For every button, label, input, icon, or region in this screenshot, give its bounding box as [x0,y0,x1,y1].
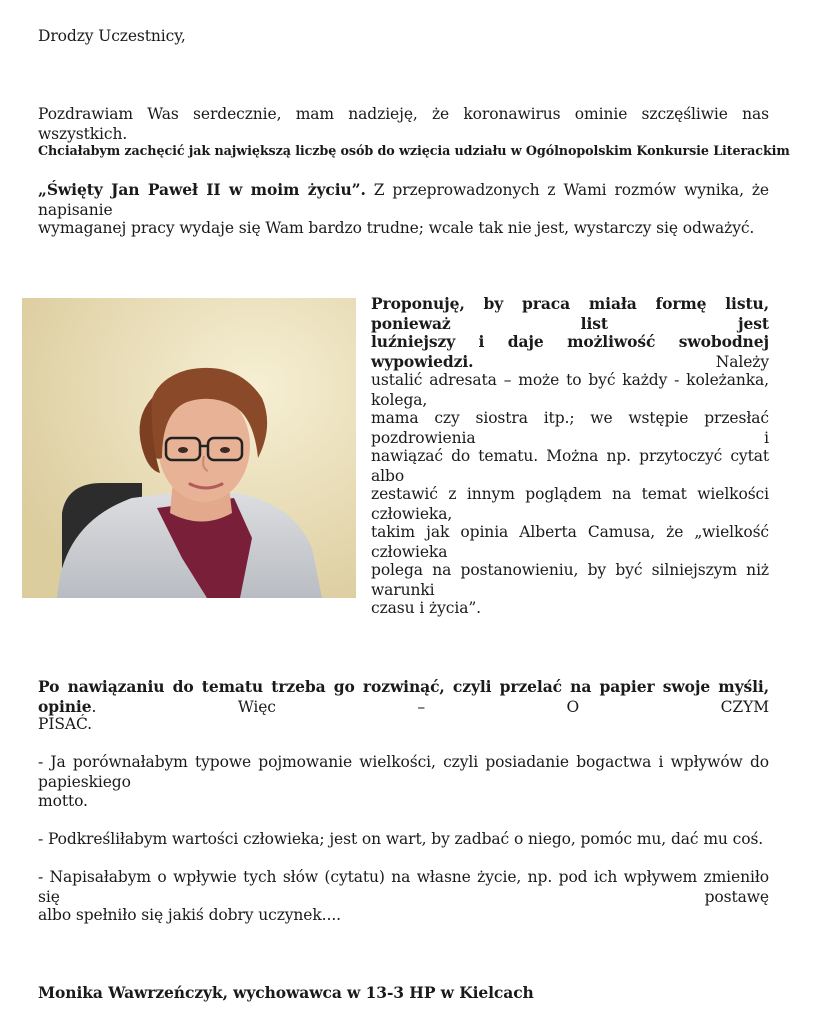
p2-line-5: nawiązać do tematu. Można np. przytoczyć cytat albo [371,447,769,485]
p3-line-1-bold: Po nawiązaniu do tematu trzeba go rozwinąć, czyli przelać na papier swoje myśli, opinie [38,677,769,716]
p1-line-4: wymaganej pracy wydaje się Wam bardzo trudne; wcale tak nie jest, wystarczy się odważyć. [38,219,755,237]
p2-line-2 [371,332,769,372]
p2-line-6: zestawić z innym poglądem na temat wielkości człowieka, [371,485,769,523]
p2-line-2-bold: luźniejszy i daje możliwość swobodnej wypowiedzi. [371,332,769,371]
author-photo [22,298,356,598]
p2-line-4: mama czy siostra itp.; we wstępie przesłać pozdrowienia i [371,409,769,447]
p1-line-3-rest: Z przeprowadzonych z Wami rozmów wynika, że napisanie [38,181,769,219]
p2-line-1-bold: Proponuję, by praca miała formę listu, ponieważ list jest [371,294,769,333]
bullet-3-line-2: albo spełniło się jakiś dobry uczynek.... [38,906,341,924]
contest-title: „Święty Jan Paweł II w moim życiu”. [38,180,366,199]
greeting: Drodzy Uczestnicy, [38,27,186,45]
p2-line-9: czasu i życia”. [371,599,481,617]
p2-line-8: polega na postanowieniu, by być silniejszym niż warunki [371,561,769,599]
portrait-illustration [22,298,356,598]
bullet-1-line-2: motto. [38,792,88,810]
signature: Monika Wawrzeńczyk, wychowawca w 13-3 HP w Kielcach [38,983,534,1002]
bullet-3-line-1: - Napisałabym o wpływie tych słów (cytatu) na własne życie, np. pod ich wpływem zmieniło się postawę [38,868,769,906]
p3-line-2: PISAĆ. [38,715,92,733]
bullet-1-line-1: - Ja porównałabym typowe pojmowanie wielkości, czyli posiadanie bogactwa i wpływów do papieskiego [38,753,769,791]
p3-line-1-rest: . Więc – O CZYM [91,698,769,716]
bullet-2: - Podkreśliłabym wartości człowieka; jest on wart, by zadbać o niego, pomóc mu, dać mu coś. [38,830,764,848]
p1-line-2-bold: Chciałabym zachęcić jak największą liczbę osób do wzięcia udziału w Ogólnopolskim Konkursie Literackim [38,144,790,159]
p1-line-3 [38,180,769,220]
p2-line-7: takim jak opinia Alberta Camusa, że „wielkość człowieka [371,523,769,561]
p2-line-2-rest: Należy [473,353,769,371]
p3-line-1 [38,677,769,717]
p1-line-1: Pozdrawiam Was serdecznie, mam nadzieję, że koronawirus ominie szczęśliwie nas wszystkich. [38,105,769,143]
p2-line-3: ustalić adresata – może to być każdy - koleżanka, kolega, [371,371,769,409]
